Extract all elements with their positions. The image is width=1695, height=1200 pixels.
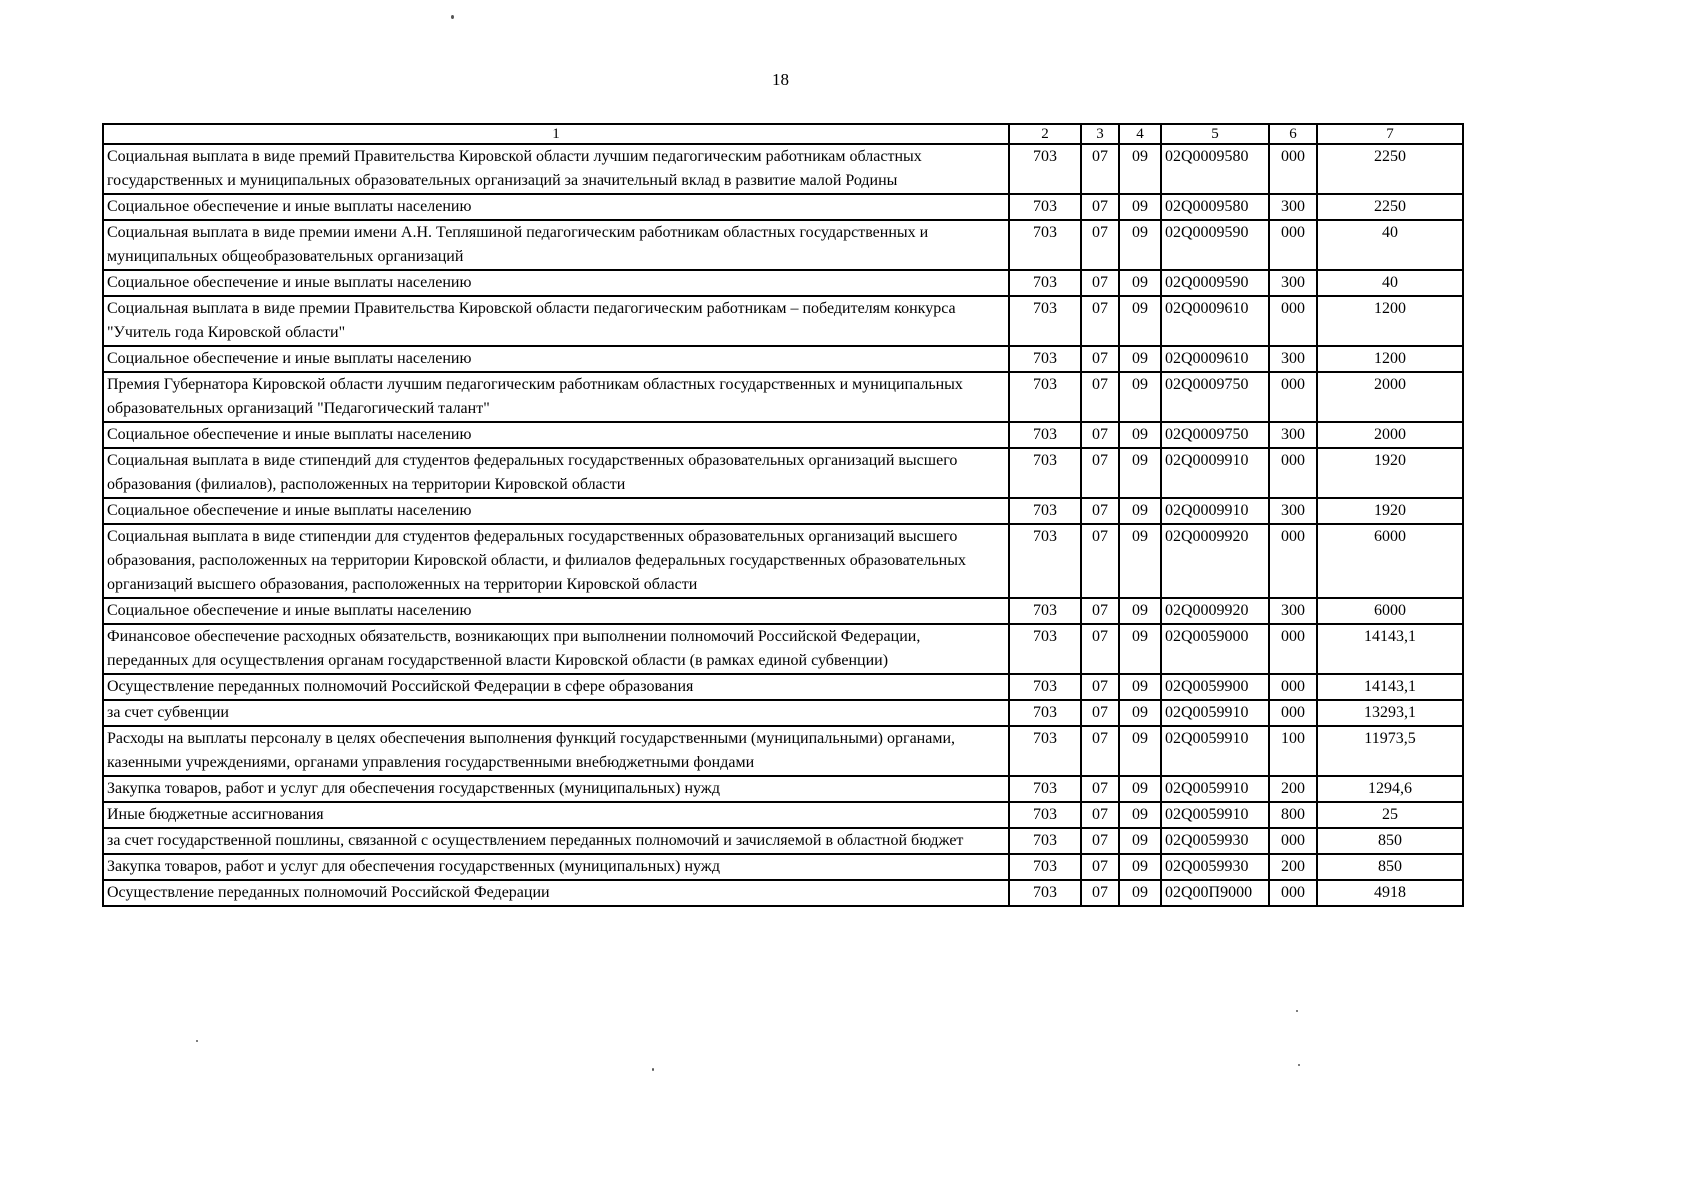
table-row [103,700,1463,726]
row-grbs-cell: 703 [1009,270,1081,296]
row-target-code-cell: 02Q0009750 [1161,372,1269,422]
table-row [103,220,1463,270]
row-subsection-cell: 09 [1119,220,1161,270]
row-section-cell: 07 [1081,700,1119,726]
row-sum-cell: 2000 [1317,422,1463,448]
budget-table-container [102,123,1462,907]
table-row [103,448,1463,498]
row-expense-type-cell: 800 [1269,802,1317,828]
row-name-cell: Премия Губернатора Кировской области лучшим педагогическим работникам областных государственных и муниципальных образовательных организаций "Педагогический талант" [103,372,1009,422]
row-section-cell: 07 [1081,776,1119,802]
row-subsection-cell: 09 [1119,802,1161,828]
row-section-cell: 07 [1081,802,1119,828]
row-section-cell: 07 [1081,828,1119,854]
row-subsection-cell: 09 [1119,854,1161,880]
row-subsection-cell: 09 [1119,880,1161,906]
row-subsection-cell: 09 [1119,524,1161,598]
row-expense-type-cell: 000 [1269,448,1317,498]
row-expense-type-cell: 300 [1269,270,1317,296]
row-grbs-cell: 703 [1009,422,1081,448]
row-subsection-cell: 09 [1119,498,1161,524]
row-section-cell: 07 [1081,270,1119,296]
row-sum-cell: 25 [1317,802,1463,828]
table-row [103,270,1463,296]
row-sum-cell: 40 [1317,220,1463,270]
row-name-cell: Финансовое обеспечение расходных обязательств, возникающих при выполнении полномочий Российской Федерации, переданных для осуществления органам государственной власти Кировской области (в рамках единой субвенции) [103,624,1009,674]
row-name-cell: Закупка товаров, работ и услуг для обеспечения государственных (муниципальных) нужд [103,854,1009,880]
row-target-code-cell: 02Q0059930 [1161,854,1269,880]
row-section-cell: 07 [1081,674,1119,700]
row-expense-type-cell: 000 [1269,220,1317,270]
row-sum-cell: 14143,1 [1317,624,1463,674]
row-target-code-cell: 02Q0059000 [1161,624,1269,674]
row-expense-type-cell: 200 [1269,854,1317,880]
table-row [103,498,1463,524]
row-expense-type-cell: 000 [1269,700,1317,726]
row-expense-type-cell: 000 [1269,296,1317,346]
row-name-cell: Социальная выплата в виде стипендий для студентов федеральных государственных образовательных организаций высшего образования (филиалов), расположенных на территории Кировской области [103,448,1009,498]
row-target-code-cell: 02Q0009590 [1161,220,1269,270]
row-target-code-cell: 02Q0009610 [1161,346,1269,372]
row-subsection-cell: 09 [1119,598,1161,624]
row-expense-type-cell: 000 [1269,880,1317,906]
row-grbs-cell: 703 [1009,776,1081,802]
row-sum-cell: 6000 [1317,598,1463,624]
scan-speck [1298,1064,1300,1066]
table-row [103,880,1463,906]
row-target-code-cell: 02Q0009910 [1161,448,1269,498]
row-name-cell: Осуществление переданных полномочий Российской Федерации [103,880,1009,906]
row-name-cell: Осуществление переданных полномочий Российской Федерации в сфере образования [103,674,1009,700]
row-subsection-cell: 09 [1119,624,1161,674]
row-target-code-cell: 02Q0059930 [1161,828,1269,854]
row-expense-type-cell: 300 [1269,422,1317,448]
table-row [103,346,1463,372]
row-sum-cell: 1920 [1317,498,1463,524]
row-grbs-cell: 703 [1009,448,1081,498]
row-section-cell: 07 [1081,880,1119,906]
row-subsection-cell: 09 [1119,372,1161,422]
header-cell: 1 [103,124,1009,144]
header-cell: 6 [1269,124,1317,144]
row-name-cell: за счет субвенции [103,700,1009,726]
row-name-cell: за счет государственной пошлины, связанной с осуществлением переданных полномочий и зачисляемой в областной бюджет [103,828,1009,854]
row-name-cell: Социальная выплата в виде премии Правительства Кировской области педагогическим работникам – победителям конкурса "Учитель года Кировской области" [103,296,1009,346]
row-grbs-cell: 703 [1009,372,1081,422]
row-target-code-cell: 02Q0009610 [1161,296,1269,346]
table-row [103,802,1463,828]
row-section-cell: 07 [1081,220,1119,270]
row-name-cell: Социальное обеспечение и иные выплаты населению [103,422,1009,448]
table-row [103,144,1463,194]
row-section-cell: 07 [1081,726,1119,776]
row-target-code-cell: 02Q0059910 [1161,700,1269,726]
row-section-cell: 07 [1081,598,1119,624]
row-grbs-cell: 703 [1009,498,1081,524]
row-target-code-cell: 02Q0009920 [1161,598,1269,624]
row-subsection-cell: 09 [1119,448,1161,498]
row-name-cell: Социальное обеспечение и иные выплаты населению [103,270,1009,296]
row-grbs-cell: 703 [1009,802,1081,828]
table-row [103,194,1463,220]
row-section-cell: 07 [1081,624,1119,674]
row-grbs-cell: 703 [1009,194,1081,220]
row-target-code-cell: 02Q0059910 [1161,802,1269,828]
row-section-cell: 07 [1081,448,1119,498]
header-cell: 3 [1081,124,1119,144]
row-sum-cell: 2250 [1317,194,1463,220]
row-grbs-cell: 703 [1009,144,1081,194]
row-expense-type-cell: 300 [1269,194,1317,220]
row-sum-cell: 850 [1317,828,1463,854]
row-grbs-cell: 703 [1009,524,1081,598]
row-subsection-cell: 09 [1119,346,1161,372]
row-name-cell: Социальное обеспечение и иные выплаты населению [103,194,1009,220]
row-target-code-cell: 02Q0009920 [1161,524,1269,598]
row-expense-type-cell: 000 [1269,624,1317,674]
row-sum-cell: 6000 [1317,524,1463,598]
row-sum-cell: 40 [1317,270,1463,296]
table-row [103,296,1463,346]
row-expense-type-cell: 000 [1269,674,1317,700]
table-row [103,776,1463,802]
table-row [103,422,1463,448]
row-expense-type-cell: 200 [1269,776,1317,802]
row-target-code-cell: 02Q0059910 [1161,726,1269,776]
row-sum-cell: 11973,5 [1317,726,1463,776]
table-row [103,598,1463,624]
row-grbs-cell: 703 [1009,674,1081,700]
table-header-row [103,124,1463,144]
row-sum-cell: 1200 [1317,346,1463,372]
page-number: 18 [772,70,789,89]
row-expense-type-cell: 000 [1269,144,1317,194]
row-sum-cell: 850 [1317,854,1463,880]
row-sum-cell: 1294,6 [1317,776,1463,802]
table-row [103,524,1463,598]
row-name-cell: Закупка товаров, работ и услуг для обеспечения государственных (муниципальных) нужд [103,776,1009,802]
row-sum-cell: 2250 [1317,144,1463,194]
row-grbs-cell: 703 [1009,220,1081,270]
table-row [103,854,1463,880]
table-row [103,828,1463,854]
row-subsection-cell: 09 [1119,700,1161,726]
row-target-code-cell: 02Q0009910 [1161,498,1269,524]
row-grbs-cell: 703 [1009,598,1081,624]
row-subsection-cell: 09 [1119,674,1161,700]
budget-table [102,123,1464,907]
row-expense-type-cell: 300 [1269,346,1317,372]
row-expense-type-cell: 300 [1269,498,1317,524]
row-section-cell: 07 [1081,346,1119,372]
table-row [103,624,1463,674]
header-cell: 2 [1009,124,1081,144]
row-section-cell: 07 [1081,372,1119,422]
row-grbs-cell: 703 [1009,854,1081,880]
row-grbs-cell: 703 [1009,624,1081,674]
row-grbs-cell: 703 [1009,880,1081,906]
row-target-code-cell: 02Q0059910 [1161,776,1269,802]
row-section-cell: 07 [1081,854,1119,880]
row-expense-type-cell: 000 [1269,372,1317,422]
row-subsection-cell: 09 [1119,422,1161,448]
row-subsection-cell: 09 [1119,776,1161,802]
row-name-cell: Расходы на выплаты персоналу в целях обеспечения выполнения функций государственными (муниципальными) органами, казенными учреждениями, органами управления государственными внебюджетными фондами [103,726,1009,776]
row-subsection-cell: 09 [1119,194,1161,220]
row-sum-cell: 4918 [1317,880,1463,906]
row-section-cell: 07 [1081,296,1119,346]
row-subsection-cell: 09 [1119,828,1161,854]
row-sum-cell: 2000 [1317,372,1463,422]
row-section-cell: 07 [1081,194,1119,220]
row-name-cell: Социальная выплата в виде премий Правительства Кировской области лучшим педагогическим работникам областных государственных и муниципальных образовательных организаций за значительный вклад в развитие малой Родины [103,144,1009,194]
header-cell: 7 [1317,124,1463,144]
row-expense-type-cell: 100 [1269,726,1317,776]
row-target-code-cell: 02Q0009590 [1161,270,1269,296]
scan-speck [652,1068,654,1071]
row-target-code-cell: 02Q0009580 [1161,194,1269,220]
row-expense-type-cell: 000 [1269,524,1317,598]
scan-speck [196,1040,198,1042]
scan-speck [451,15,454,19]
row-section-cell: 07 [1081,498,1119,524]
table-row [103,726,1463,776]
row-section-cell: 07 [1081,524,1119,598]
row-subsection-cell: 09 [1119,270,1161,296]
row-subsection-cell: 09 [1119,726,1161,776]
row-name-cell: Социальное обеспечение и иные выплаты населению [103,498,1009,524]
row-name-cell: Иные бюджетные ассигнования [103,802,1009,828]
row-name-cell: Социальная выплата в виде премии имени А.Н. Тепляшиной педагогическим работникам областных государственных и муниципальных общеобразовательных организаций [103,220,1009,270]
row-name-cell: Социальная выплата в виде стипендии для студентов федеральных государственных образовательных организаций высшего образования, расположенных на территории Кировской области, и филиалов федеральных государственных образовательных организаций высшего образования, расположенных на территории Кировской области [103,524,1009,598]
table-row [103,674,1463,700]
row-sum-cell: 1200 [1317,296,1463,346]
table-body [103,144,1463,906]
header-cell: 4 [1119,124,1161,144]
row-expense-type-cell: 300 [1269,598,1317,624]
row-name-cell: Социальное обеспечение и иные выплаты населению [103,346,1009,372]
scan-speck [1296,1010,1298,1012]
row-grbs-cell: 703 [1009,346,1081,372]
row-grbs-cell: 703 [1009,828,1081,854]
row-sum-cell: 13293,1 [1317,700,1463,726]
row-grbs-cell: 703 [1009,296,1081,346]
row-section-cell: 07 [1081,422,1119,448]
row-expense-type-cell: 000 [1269,828,1317,854]
row-name-cell: Социальное обеспечение и иные выплаты населению [103,598,1009,624]
header-cell: 5 [1161,124,1269,144]
row-target-code-cell: 02Q00П9000 [1161,880,1269,906]
row-target-code-cell: 02Q0009580 [1161,144,1269,194]
row-section-cell: 07 [1081,144,1119,194]
row-sum-cell: 1920 [1317,448,1463,498]
row-subsection-cell: 09 [1119,296,1161,346]
row-target-code-cell: 02Q0059900 [1161,674,1269,700]
row-grbs-cell: 703 [1009,700,1081,726]
row-subsection-cell: 09 [1119,144,1161,194]
row-grbs-cell: 703 [1009,726,1081,776]
row-sum-cell: 14143,1 [1317,674,1463,700]
table-row [103,372,1463,422]
row-target-code-cell: 02Q0009750 [1161,422,1269,448]
